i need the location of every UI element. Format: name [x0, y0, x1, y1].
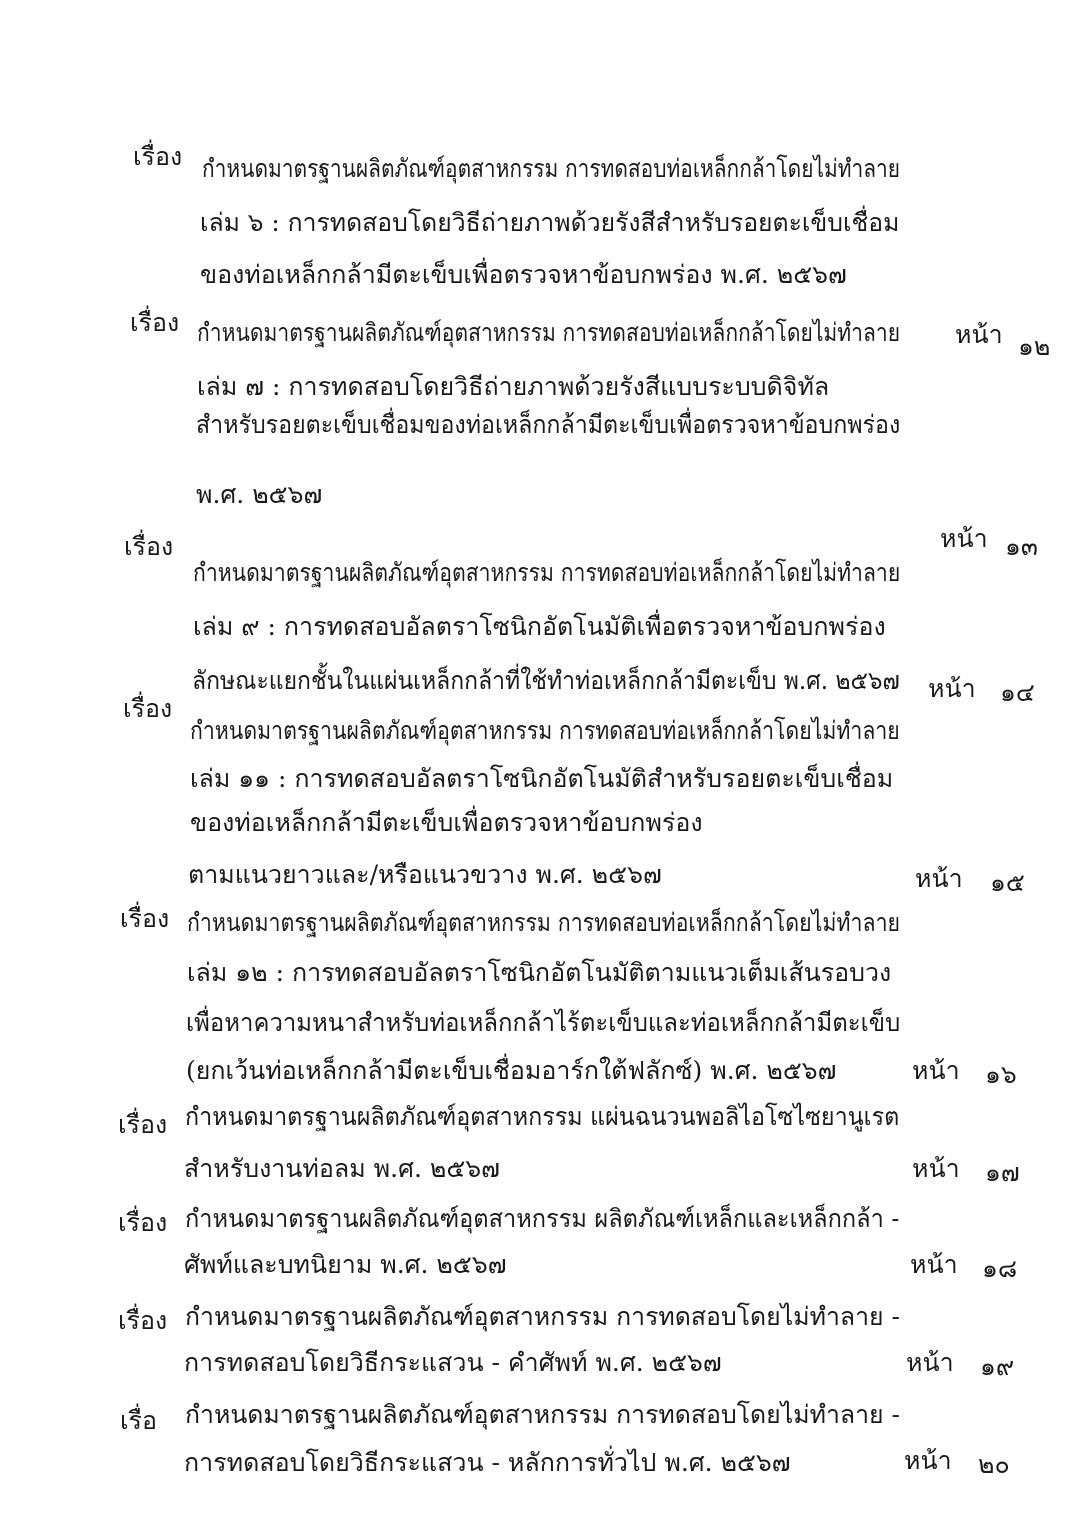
- entry-line: เล่ม ๑๒ : การทดสอบอัลตราโซนิกอัตโนมัติตามแนวเต็มเส้นรอบวง: [187, 958, 892, 987]
- entry-line: (ยกเว้นท่อเหล็กกล้ามีตะเข็บเชื่อมอาร์กใต้ฟลักซ์) พ.ศ. ๒๕๖๗: [186, 1056, 837, 1085]
- entry-line: เล่ม ๑๑ : การทดสอบอัลตราโซนิกอัตโนมัติสำหรับรอยตะเข็บเชื่อม: [190, 764, 894, 793]
- entry-line: เล่ม ๙ : การทดสอบอัลตราโซนิกอัตโนมัติเพื่อตรวจหาข้อบกพร่อง: [193, 612, 886, 641]
- entry-line: ศัพท์และบทนิยาม พ.ศ. ๒๕๖๗: [184, 1250, 507, 1279]
- entry-keyword: เรื่อง: [118, 1306, 168, 1335]
- page-label: หน้า: [940, 524, 988, 553]
- entry-line: การทดสอบโดยวิธีกระแสวน - หลักการทั่วไป พ.ศ. ๒๕๖๗: [184, 1448, 791, 1477]
- page-number: ๑๒: [1018, 332, 1051, 361]
- entry-line: ของท่อเหล็กกล้ามีตะเข็บเพื่อตรวจหาข้อบกพร่อง พ.ศ. ๒๕๖๗: [200, 260, 847, 289]
- entry-keyword: เรื่อง: [118, 1208, 168, 1237]
- entry-line: กำหนดมาตรฐานผลิตภัณฑ์อุตสาหกรรม ผลิตภัณฑ์เหล็กและเหล็กกล้า -: [185, 1204, 900, 1233]
- entry-line: กำหนดมาตรฐานผลิตภัณฑ์อุตสาหกรรม การทดสอบท่อเหล็กกล้าโดยไม่ทำลาย: [197, 318, 901, 347]
- entry-line: กำหนดมาตรฐานผลิตภัณฑ์อุตสาหกรรม การทดสอบโดยไม่ทำลาย -: [185, 1400, 900, 1429]
- page-number: ๑๓: [1005, 532, 1038, 561]
- entry-keyword: เรื่อ: [120, 1406, 157, 1435]
- entry-line: เพื่อหาความหนาสำหรับท่อเหล็กกล้าไร้ตะเข็บและท่อเหล็กกล้ามีตะเข็บ: [186, 1008, 901, 1037]
- entry-keyword: เรื่อง: [123, 694, 173, 723]
- entry-line: สำหรับรอยตะเข็บเชื่อมของท่อเหล็กกล้ามีตะเข็บเพื่อตรวจหาข้อบกพร่อง: [196, 410, 901, 439]
- entry-keyword: เรื่อง: [118, 1110, 168, 1139]
- entry-line: เล่ม ๗ : การทดสอบโดยวิธีถ่ายภาพด้วยรังสีแบบระบบดิจิทัล: [197, 372, 830, 401]
- page-number: ๒๐: [978, 1450, 1010, 1479]
- page-label: หน้า: [955, 320, 1003, 349]
- page-label: หน้า: [928, 674, 976, 703]
- entry-line: เล่ม ๖ : การทดสอบโดยวิธีถ่ายภาพด้วยรังสีสำหรับรอยตะเข็บเชื่อม: [200, 208, 900, 237]
- entry-line: ของท่อเหล็กกล้ามีตะเข็บเพื่อตรวจหาข้อบกพร่อง: [190, 808, 703, 837]
- entry-line: สำหรับงานท่อลม พ.ศ. ๒๕๖๗: [184, 1154, 500, 1183]
- entry-keyword: เรื่อง: [130, 308, 180, 337]
- page-label: หน้า: [906, 1348, 954, 1377]
- entry-keyword: เรื่อง: [133, 142, 183, 171]
- entry-line: กำหนดมาตรฐานผลิตภัณฑ์อุตสาหกรรม การทดสอบท่อเหล็กกล้าโดยไม่ทำลาย: [193, 558, 901, 587]
- page-number: ๑๖: [985, 1060, 1017, 1089]
- page-label: หน้า: [915, 864, 963, 893]
- page-label: หน้า: [912, 1154, 960, 1183]
- page-number: ๑๔: [1000, 678, 1035, 707]
- entry-line: ตามแนวยาวและ/หรือแนวขวาง พ.ศ. ๒๕๖๗: [188, 860, 662, 889]
- page-number: ๑๗: [985, 1158, 1020, 1187]
- page-number: ๑๕: [990, 868, 1025, 897]
- page-label: หน้า: [904, 1446, 952, 1475]
- entry-keyword: เรื่อง: [120, 904, 170, 933]
- entry-line: กำหนดมาตรฐานผลิตภัณฑ์อุตสาหกรรม การทดสอบท่อเหล็กกล้าโดยไม่ทำลาย: [187, 908, 901, 937]
- entry-line: กำหนดมาตรฐานผลิตภัณฑ์อุตสาหกรรม แผ่นฉนวนพอลิไอโซไซยานูเรต: [185, 1102, 900, 1131]
- entry-line: กำหนดมาตรฐานผลิตภัณฑ์อุตสาหกรรม การทดสอบโดยไม่ทำลาย -: [185, 1302, 900, 1331]
- page-number: ๑๙: [980, 1352, 1015, 1381]
- entry-line: กำหนดมาตรฐานผลิตภัณฑ์อุตสาหกรรม การทดสอบท่อเหล็กกล้าโดยไม่ทำลาย: [202, 154, 901, 183]
- page-number: ๑๘: [982, 1254, 1018, 1283]
- page-label: หน้า: [910, 1250, 958, 1279]
- entry-line: กำหนดมาตรฐานผลิตภัณฑ์อุตสาหกรรม การทดสอบท่อเหล็กกล้าโดยไม่ทำลาย: [190, 716, 900, 745]
- entry-line: ลักษณะแยกชั้นในแผ่นเหล็กกล้าที่ใช้ทำท่อเหล็กกล้ามีตะเข็บ พ.ศ. ๒๕๖๗: [192, 666, 900, 695]
- page-label: หน้า: [912, 1056, 960, 1085]
- entry-line: การทดสอบโดยวิธีกระแสวน - คำศัพท์ พ.ศ. ๒๕๖๗: [184, 1348, 722, 1377]
- entry-keyword: เรื่อง: [124, 532, 174, 561]
- entry-line: พ.ศ. ๒๕๖๗: [196, 480, 323, 509]
